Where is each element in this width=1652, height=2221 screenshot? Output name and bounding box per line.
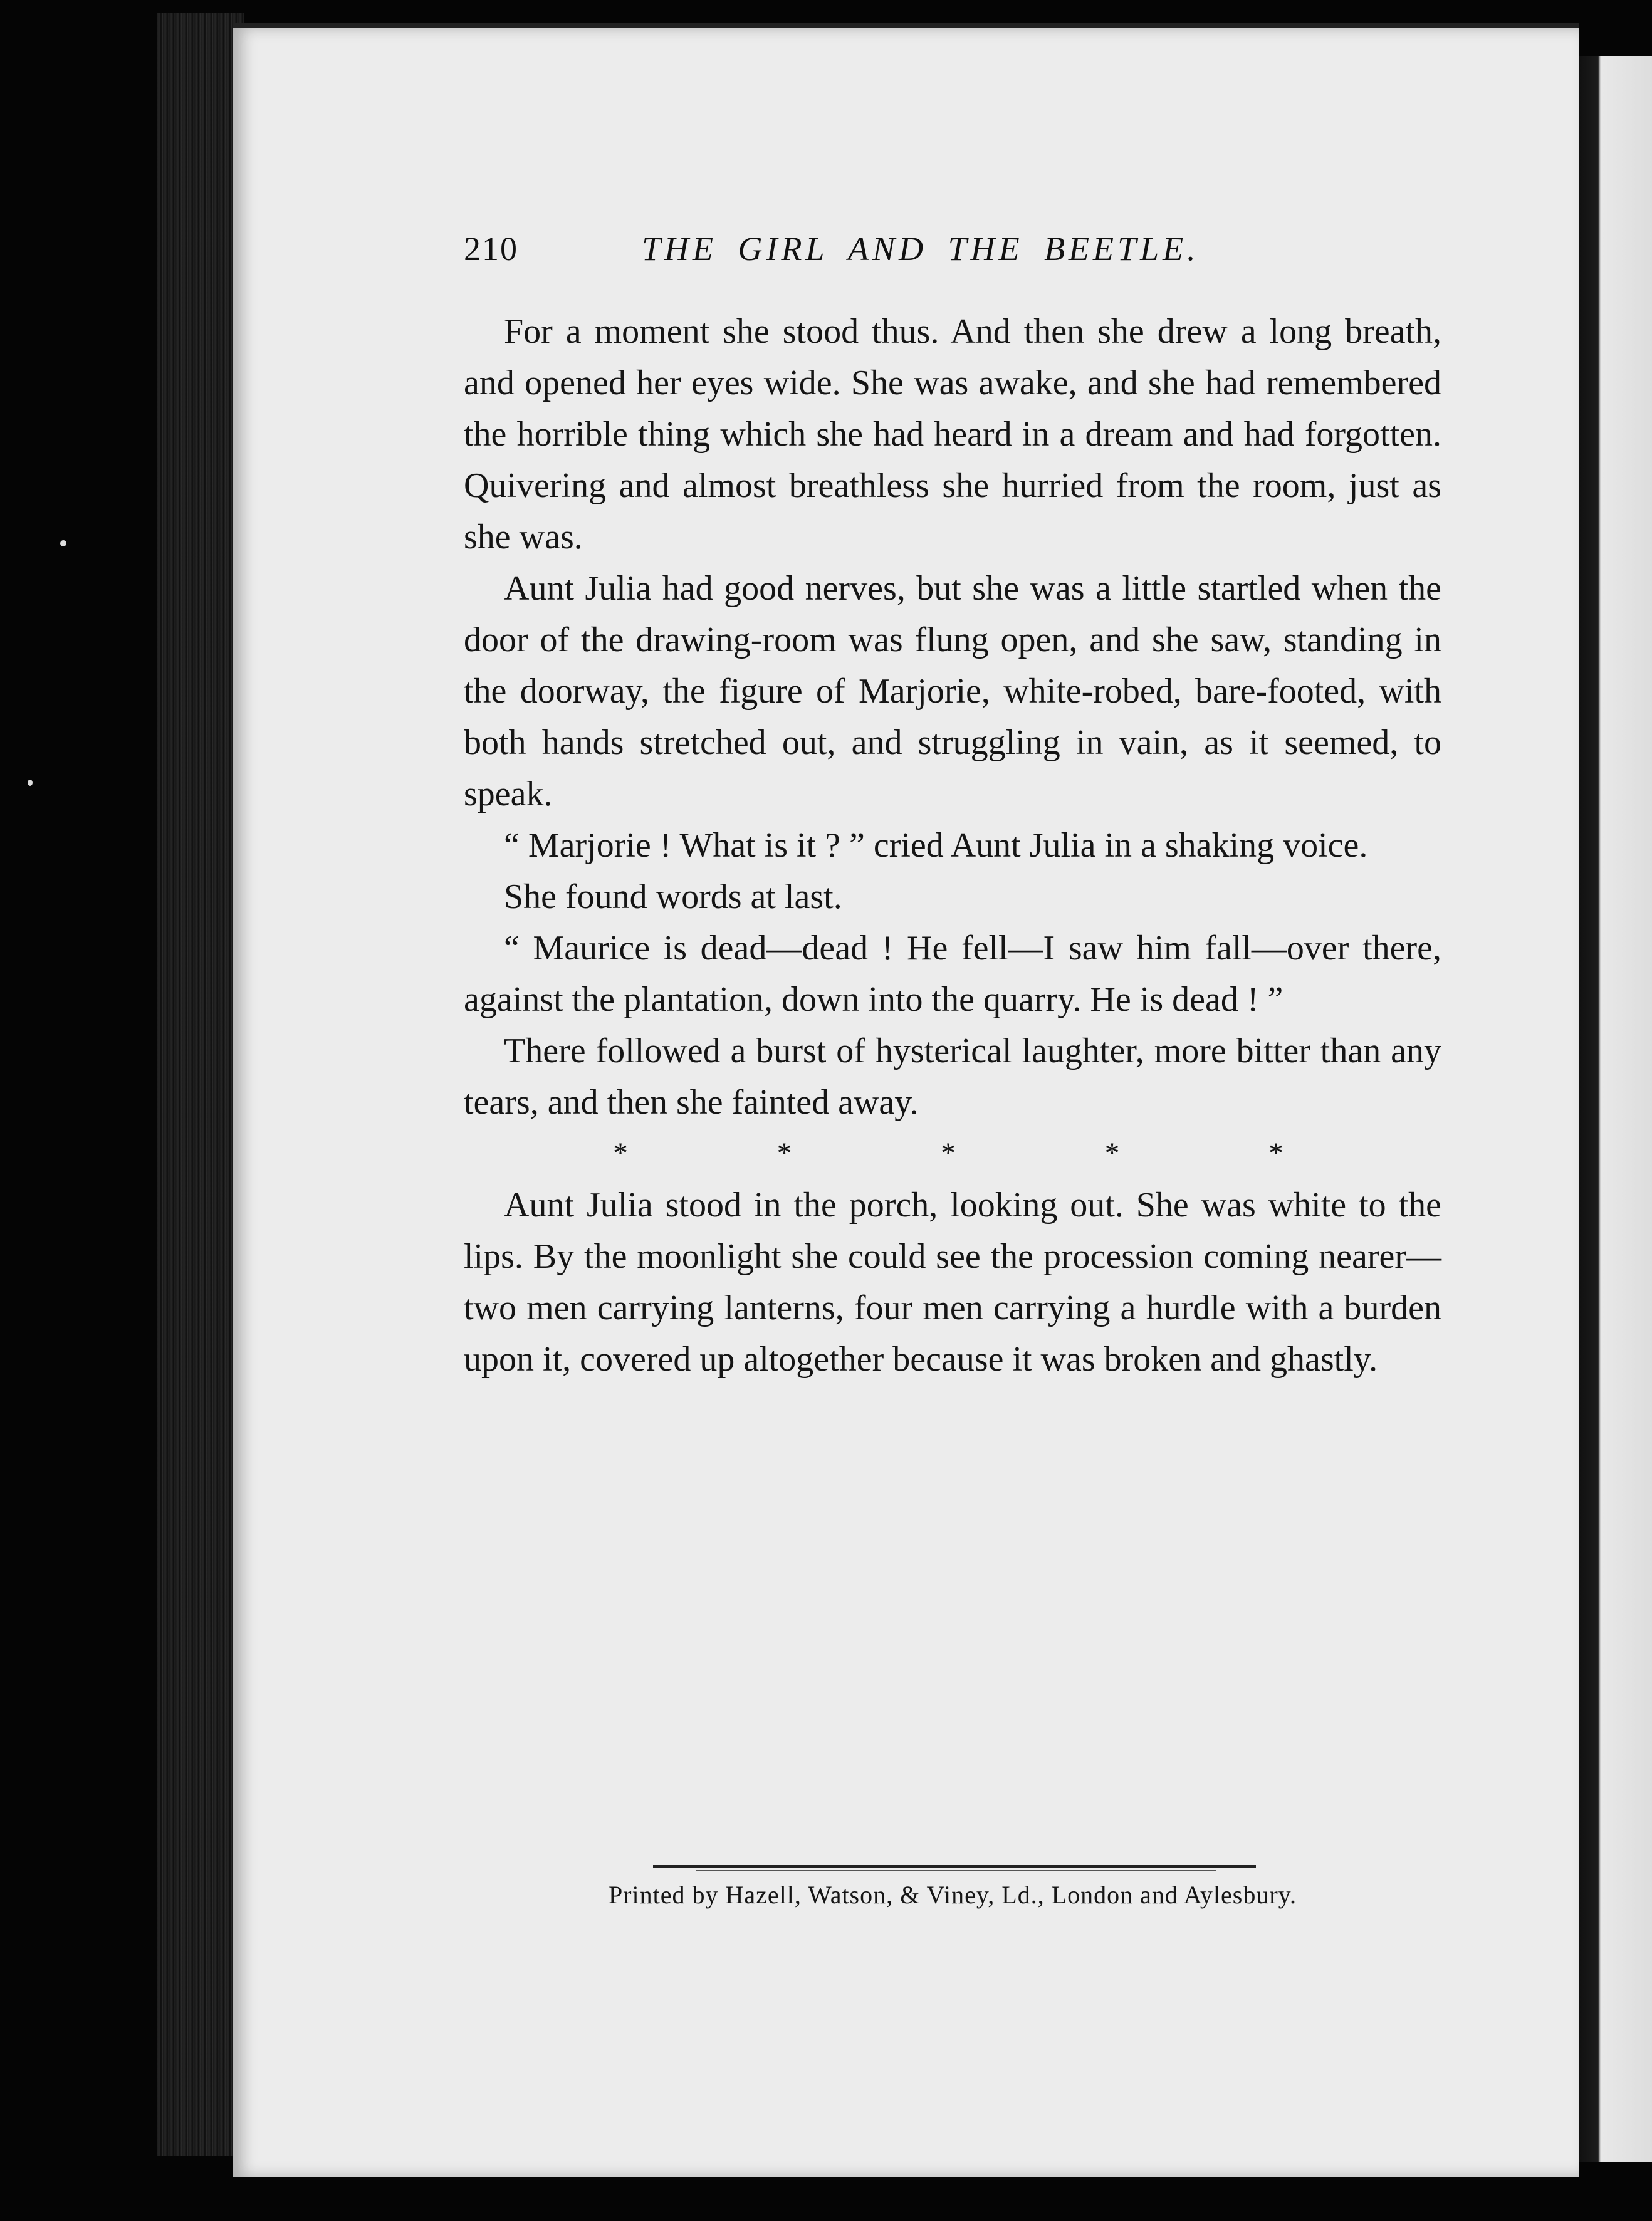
scan-speck xyxy=(28,780,33,786)
body-text xyxy=(464,306,1441,1385)
paragraph: “ Maurice is dead—dead ! He fell—I saw him fall—over there, against the plantation, down into the quarry. He is dead ! ” xyxy=(464,929,1441,1019)
asterisk: * xyxy=(776,1137,792,1170)
facing-page-edge xyxy=(1579,56,1652,2162)
asterisk: * xyxy=(1268,1137,1283,1170)
paragraph: There followed a burst of hysterical laughter, more bitter than any tears, and then she fainted away. xyxy=(464,1032,1441,1122)
paragraph: She found words at last. xyxy=(504,877,842,916)
closing-paragraph: Aunt Julia stood in the porch, looking out. She was white to the lips. By the moonlight she could see the procession coming nearer—two men carrying lanterns, four men carrying a hurdle with a burden upon it, covered up altogether because it was broken and ghastly. xyxy=(464,1186,1441,1379)
section-break xyxy=(613,1128,1283,1179)
paragraph: “ Marjorie ! What is it ? ” cried Aunt Julia in a shaking voice. xyxy=(504,826,1368,865)
page-number: 210 xyxy=(464,230,518,268)
book-page-edges xyxy=(157,13,244,2156)
imprint-rule xyxy=(653,1865,1256,1868)
asterisk: * xyxy=(613,1137,628,1170)
running-header xyxy=(464,229,1291,280)
running-title: THE GIRL AND THE BEETLE. xyxy=(642,230,1200,268)
asterisk: * xyxy=(941,1137,956,1170)
paragraph: Aunt Julia had good nerves, but she was a little startled when the door of the drawing-room was flung open, and she saw, standing in the doorway, the figure of Marjorie, white-robed, bare-footed, with both hands stretched out, and struggling in vain, as it seemed, to speak. xyxy=(464,569,1441,813)
printer-imprint: Printed by Hazell, Watson, & Viney, Ld., London and Aylesbury. xyxy=(608,1881,1297,1909)
imprint-rule-thin xyxy=(696,1870,1216,1871)
scan-speck xyxy=(60,540,66,546)
asterisk: * xyxy=(1104,1137,1120,1170)
paragraph: For a moment she stood thus. And then she drew a long breath, and opened her eyes wide. She was awake, and she had remembered the horrible thing which she had heard in a dream and had forgotten. Quivering and almost breathless she hurried from the room, just as she was. xyxy=(464,312,1441,557)
